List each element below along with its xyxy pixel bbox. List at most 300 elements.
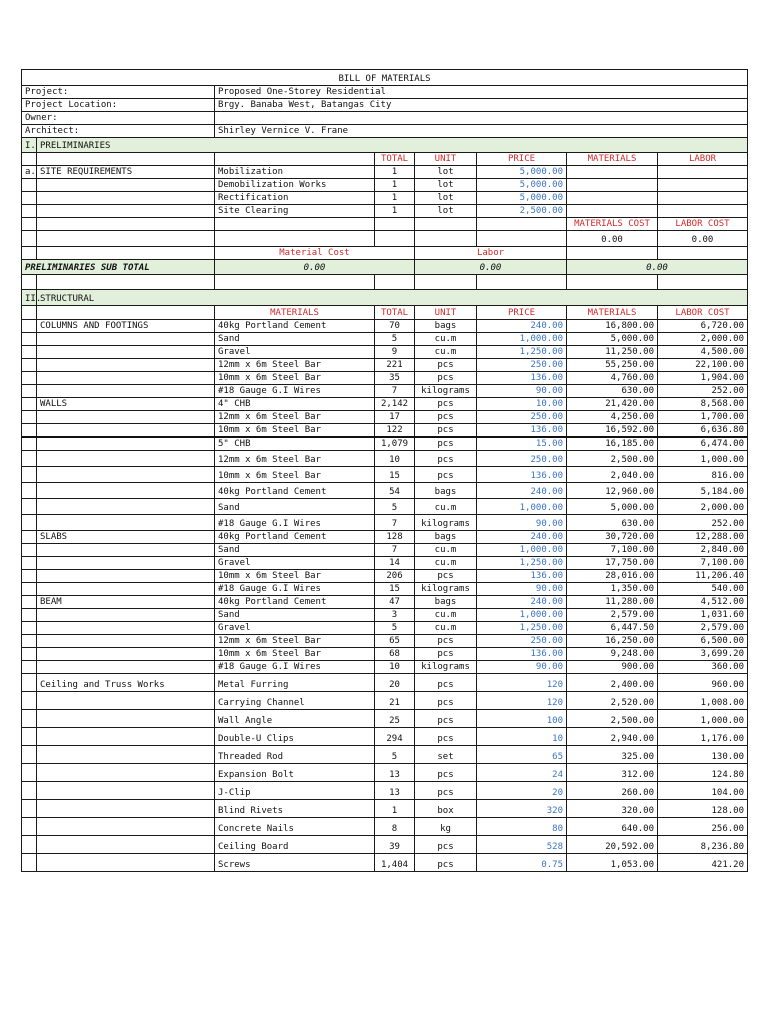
cell	[22, 275, 37, 290]
cell	[567, 247, 658, 260]
cell	[22, 596, 37, 609]
item-materials-cost: 7,100.00	[567, 544, 658, 557]
cell	[415, 231, 477, 247]
structural-item-row	[22, 583, 748, 596]
item-price: 120	[477, 692, 567, 710]
item-labor-cost: 6,500.00	[658, 635, 748, 648]
col-total-header: TOTAL	[375, 153, 415, 166]
item-price: 1,250.00	[477, 346, 567, 359]
bill-of-materials-sheet	[21, 69, 747, 872]
item-total: 17	[375, 411, 415, 424]
structural-item-row	[22, 483, 748, 499]
item-labor	[658, 166, 748, 179]
group-name	[37, 836, 215, 854]
labor-cost-label: LABOR COST	[658, 218, 748, 231]
section-number: II.	[22, 290, 37, 306]
item-price: 136.00	[477, 648, 567, 661]
item-unit: cu.m	[415, 544, 477, 557]
cell	[22, 359, 37, 372]
item-labor-cost: 4,512.00	[658, 596, 748, 609]
item-description: 5" CHB	[215, 437, 375, 451]
structural-item-row	[22, 674, 748, 692]
item-unit: pcs	[415, 836, 477, 854]
item-description: 4" CHB	[215, 398, 375, 411]
item-total: 128	[375, 531, 415, 544]
structural-item-row	[22, 411, 748, 424]
sub-letter	[22, 192, 37, 205]
item-materials-cost: 11,250.00	[567, 346, 658, 359]
group-name	[37, 499, 215, 515]
item-price: 120	[477, 674, 567, 692]
cell	[37, 275, 215, 290]
item-price: 90.00	[477, 583, 567, 596]
cell	[22, 306, 37, 320]
item-unit: cu.m	[415, 346, 477, 359]
header-label: Architect:	[22, 125, 215, 138]
item-description: 12mm x 6m Steel Bar	[215, 411, 375, 424]
item-unit: kilograms	[415, 661, 477, 674]
item-unit: bags	[415, 531, 477, 544]
item-price: 10	[477, 728, 567, 746]
item-total: 294	[375, 728, 415, 746]
item-unit: bags	[415, 483, 477, 499]
item-materials-cost: 640.00	[567, 818, 658, 836]
item-unit: bags	[415, 320, 477, 333]
section-number: I.	[22, 138, 37, 153]
item-materials-cost: 2,040.00	[567, 467, 658, 483]
materials-cost-value: 0.00	[567, 231, 658, 247]
item-materials-cost: 2,940.00	[567, 728, 658, 746]
cell	[22, 800, 37, 818]
item-unit: cu.m	[415, 333, 477, 346]
item-price: 2,500.00	[477, 205, 567, 218]
item-description: #18 Gauge G.I Wires	[215, 385, 375, 398]
title-row	[22, 70, 748, 86]
item-price: 1,000.00	[477, 499, 567, 515]
group-name	[37, 359, 215, 372]
item-labor-cost: 1,008.00	[658, 692, 748, 710]
item-description: Concrete Nails	[215, 818, 375, 836]
item-labor-cost: 12,288.00	[658, 531, 748, 544]
item-description: Rectification	[215, 192, 375, 205]
item-price: 250.00	[477, 359, 567, 372]
section-title: STRUCTURAL	[37, 290, 748, 306]
item-total: 221	[375, 359, 415, 372]
item-materials	[567, 166, 658, 179]
item-total: 15	[375, 583, 415, 596]
group-name	[37, 710, 215, 728]
preliminary-item-row	[22, 179, 748, 192]
item-unit: kilograms	[415, 583, 477, 596]
item-description: Sand	[215, 544, 375, 557]
cell	[22, 483, 37, 499]
cell	[658, 247, 748, 260]
item-labor-cost: 124.80	[658, 764, 748, 782]
item-materials-cost: 30,720.00	[567, 531, 658, 544]
preliminary-item-row	[22, 192, 748, 205]
item-description: 12mm x 6m Steel Bar	[215, 359, 375, 372]
structural-item-row	[22, 544, 748, 557]
item-materials	[567, 205, 658, 218]
item-total: 5	[375, 333, 415, 346]
cell	[22, 247, 37, 260]
group-name: Ceiling and Truss Works	[37, 674, 215, 692]
structural-item-row	[22, 836, 748, 854]
item-unit: pcs	[415, 359, 477, 372]
labor-label: Labor	[415, 247, 567, 260]
structural-item-row	[22, 692, 748, 710]
bom-table-body	[22, 70, 748, 872]
item-description: 10mm x 6m Steel Bar	[215, 648, 375, 661]
item-materials	[567, 192, 658, 205]
item-description: Blind Rivets	[215, 800, 375, 818]
sub-letter: a.	[22, 166, 37, 179]
item-labor-cost: 130.00	[658, 746, 748, 764]
cell	[22, 854, 37, 872]
cell	[22, 557, 37, 570]
item-description: 10mm x 6m Steel Bar	[215, 467, 375, 483]
cell	[22, 385, 37, 398]
item-unit: bags	[415, 596, 477, 609]
cell	[22, 648, 37, 661]
header-row	[22, 99, 748, 112]
document-title: BILL OF MATERIALS	[22, 70, 748, 86]
preliminary-item-row	[22, 205, 748, 218]
item-description: Ceiling Board	[215, 836, 375, 854]
sub-letter	[22, 179, 37, 192]
item-price: 90.00	[477, 661, 567, 674]
cell	[22, 320, 37, 333]
cell	[22, 710, 37, 728]
item-price: 10.00	[477, 398, 567, 411]
item-materials-cost: 21,420.00	[567, 398, 658, 411]
item-price: 250.00	[477, 451, 567, 467]
cell	[22, 153, 37, 166]
item-labor-cost: 4,500.00	[658, 346, 748, 359]
preliminaries-subtotal-row	[22, 260, 748, 275]
structural-item-row	[22, 596, 748, 609]
item-labor-cost: 22,100.00	[658, 359, 748, 372]
group-name	[37, 692, 215, 710]
item-unit: lot	[415, 166, 477, 179]
group-name	[37, 333, 215, 346]
cell	[22, 499, 37, 515]
item-materials-cost: 4,760.00	[567, 372, 658, 385]
group-name	[37, 451, 215, 467]
item-labor-cost: 1,031.60	[658, 609, 748, 622]
item-labor-cost: 960.00	[658, 674, 748, 692]
item-price: 240.00	[477, 531, 567, 544]
cell	[37, 247, 215, 260]
col-labor-cost-header: LABOR COST	[658, 306, 748, 320]
group-name	[37, 385, 215, 398]
item-total: 7	[375, 544, 415, 557]
cell	[22, 622, 37, 635]
material-cost-label: Material Cost	[215, 247, 415, 260]
item-total: 47	[375, 596, 415, 609]
item-total: 9	[375, 346, 415, 359]
item-unit: pcs	[415, 728, 477, 746]
item-total: 15	[375, 467, 415, 483]
item-labor-cost: 360.00	[658, 661, 748, 674]
structural-item-row	[22, 499, 748, 515]
item-total: 206	[375, 570, 415, 583]
item-labor-cost: 7,100.00	[658, 557, 748, 570]
cell	[22, 515, 37, 531]
item-total: 20	[375, 674, 415, 692]
item-labor-cost: 252.00	[658, 515, 748, 531]
item-description: 40kg Portland Cement	[215, 320, 375, 333]
item-unit: kilograms	[415, 515, 477, 531]
item-unit: cu.m	[415, 609, 477, 622]
group-name	[37, 818, 215, 836]
item-materials-cost: 16,250.00	[567, 635, 658, 648]
item-unit: pcs	[415, 635, 477, 648]
item-price: 1,000.00	[477, 544, 567, 557]
item-price: 80	[477, 818, 567, 836]
header-label: Project Location:	[22, 99, 215, 112]
column-header-row	[22, 153, 748, 166]
item-total: 14	[375, 557, 415, 570]
item-price: 1,000.00	[477, 609, 567, 622]
structural-item-row	[22, 398, 748, 411]
cell	[375, 231, 415, 247]
item-labor-cost: 816.00	[658, 467, 748, 483]
cell	[22, 531, 37, 544]
item-materials-cost: 20,592.00	[567, 836, 658, 854]
group-name	[37, 622, 215, 635]
item-unit: set	[415, 746, 477, 764]
item-unit: pcs	[415, 372, 477, 385]
item-labor-cost: 2,840.00	[658, 544, 748, 557]
item-unit: lot	[415, 179, 477, 192]
item-labor-cost: 1,000.00	[658, 451, 748, 467]
cell	[22, 424, 37, 438]
item-total: 5	[375, 746, 415, 764]
item-unit: lot	[415, 192, 477, 205]
structural-item-row	[22, 622, 748, 635]
item-unit: cu.m	[415, 557, 477, 570]
item-description: Sand	[215, 333, 375, 346]
item-labor-cost: 6,474.00	[658, 437, 748, 451]
item-labor-cost: 2,000.00	[658, 333, 748, 346]
column-header-row	[22, 306, 748, 320]
structural-item-row	[22, 320, 748, 333]
item-labor-cost: 8,568.00	[658, 398, 748, 411]
cell	[22, 746, 37, 764]
item-description: 12mm x 6m Steel Bar	[215, 635, 375, 648]
group-name	[37, 800, 215, 818]
item-price: 20	[477, 782, 567, 800]
sub-name: SITE REQUIREMENTS	[37, 166, 215, 179]
item-unit: pcs	[415, 570, 477, 583]
cell	[22, 583, 37, 596]
item-labor-cost: 252.00	[658, 385, 748, 398]
materials-cost-label: MATERIALS COST	[567, 218, 658, 231]
preliminaries-subtotal-label: PRELIMINARIES SUB TOTAL	[22, 260, 215, 275]
item-price: 15.00	[477, 437, 567, 451]
cell	[22, 437, 37, 451]
structural-item-row	[22, 451, 748, 467]
cell	[22, 674, 37, 692]
group-name: COLUMNS AND FOOTINGS	[37, 320, 215, 333]
item-price: 90.00	[477, 385, 567, 398]
item-labor-cost: 128.00	[658, 800, 748, 818]
item-price: 250.00	[477, 635, 567, 648]
subtotal-labor: 0.00	[415, 260, 567, 275]
item-total: 1	[375, 800, 415, 818]
group-name	[37, 483, 215, 499]
item-total: 1,079	[375, 437, 415, 451]
item-description: Carrying Channel	[215, 692, 375, 710]
item-materials-cost: 16,800.00	[567, 320, 658, 333]
item-unit: cu.m	[415, 622, 477, 635]
cell	[22, 818, 37, 836]
item-labor-cost: 421.20	[658, 854, 748, 872]
cell	[215, 153, 375, 166]
header-label: Owner:	[22, 112, 215, 125]
cell	[22, 635, 37, 648]
item-price: 136.00	[477, 570, 567, 583]
cell	[22, 782, 37, 800]
group-name	[37, 648, 215, 661]
header-label: Project:	[22, 86, 215, 99]
blank-row	[22, 275, 748, 290]
item-description: Gravel	[215, 346, 375, 359]
item-total: 3	[375, 609, 415, 622]
structural-item-row	[22, 764, 748, 782]
cell	[477, 218, 567, 231]
cell	[37, 218, 215, 231]
item-price: 240.00	[477, 320, 567, 333]
group-name: WALLS	[37, 398, 215, 411]
item-materials-cost: 16,185.00	[567, 437, 658, 451]
cell	[37, 231, 215, 247]
item-materials-cost: 2,500.00	[567, 710, 658, 728]
item-price: 1,250.00	[477, 622, 567, 635]
sub-name	[37, 205, 215, 218]
item-total: 65	[375, 635, 415, 648]
cell	[477, 275, 567, 290]
cell	[37, 306, 215, 320]
structural-item-row	[22, 800, 748, 818]
item-labor-cost: 8,236.80	[658, 836, 748, 854]
group-name	[37, 437, 215, 451]
col-materials-cost-header: MATERIALS	[567, 306, 658, 320]
item-materials-cost: 1,350.00	[567, 583, 658, 596]
cost-label-row	[22, 218, 748, 231]
cell	[22, 692, 37, 710]
item-unit: pcs	[415, 411, 477, 424]
item-total: 5	[375, 622, 415, 635]
item-price: 136.00	[477, 372, 567, 385]
structural-item-row	[22, 359, 748, 372]
item-materials-cost: 9,248.00	[567, 648, 658, 661]
group-name	[37, 609, 215, 622]
cell	[37, 153, 215, 166]
item-materials-cost: 2,500.00	[567, 451, 658, 467]
section-title: PRELIMINARIES	[37, 138, 748, 153]
item-labor-cost: 3,699.20	[658, 648, 748, 661]
group-name	[37, 424, 215, 438]
cell	[215, 275, 375, 290]
structural-item-row	[22, 746, 748, 764]
item-labor-cost: 6,636.80	[658, 424, 748, 438]
col-price-header: PRICE	[477, 153, 567, 166]
group-name	[37, 635, 215, 648]
item-description: 10mm x 6m Steel Bar	[215, 424, 375, 438]
structural-item-row	[22, 854, 748, 872]
structural-item-row	[22, 531, 748, 544]
group-name	[37, 544, 215, 557]
item-description: Expansion Bolt	[215, 764, 375, 782]
item-labor-cost: 1,176.00	[658, 728, 748, 746]
item-materials-cost: 900.00	[567, 661, 658, 674]
group-name	[37, 854, 215, 872]
item-labor	[658, 192, 748, 205]
item-materials-cost: 630.00	[567, 385, 658, 398]
structural-item-row	[22, 515, 748, 531]
item-price: 240.00	[477, 483, 567, 499]
item-description: Mobilization	[215, 166, 375, 179]
item-price: 136.00	[477, 424, 567, 438]
item-description: 10mm x 6m Steel Bar	[215, 372, 375, 385]
item-price: 100	[477, 710, 567, 728]
cell	[22, 570, 37, 583]
col-materials-header: MATERIALS	[215, 306, 375, 320]
group-name	[37, 570, 215, 583]
subtotal-label-row	[22, 247, 748, 260]
item-materials-cost: 630.00	[567, 515, 658, 531]
item-description: Demobilization Works	[215, 179, 375, 192]
cell	[22, 544, 37, 557]
item-total: 68	[375, 648, 415, 661]
item-materials-cost: 325.00	[567, 746, 658, 764]
item-description: Threaded Rod	[215, 746, 375, 764]
item-price: 240.00	[477, 596, 567, 609]
cell	[22, 728, 37, 746]
item-total: 1	[375, 179, 415, 192]
item-total: 2,142	[375, 398, 415, 411]
group-name: BEAM	[37, 596, 215, 609]
header-value: Brgy. Banaba West, Batangas City	[215, 99, 748, 112]
group-name	[37, 467, 215, 483]
group-name	[37, 764, 215, 782]
group-name	[37, 583, 215, 596]
item-total: 7	[375, 385, 415, 398]
item-unit: pcs	[415, 674, 477, 692]
cell	[22, 451, 37, 467]
item-description: 10mm x 6m Steel Bar	[215, 570, 375, 583]
item-price: 1,000.00	[477, 333, 567, 346]
item-unit: kilograms	[415, 385, 477, 398]
cell	[22, 372, 37, 385]
bom-table	[21, 69, 748, 872]
item-unit: pcs	[415, 854, 477, 872]
col-price-header: PRICE	[477, 306, 567, 320]
item-labor-cost: 11,206.40	[658, 570, 748, 583]
group-name	[37, 346, 215, 359]
item-materials-cost: 16,592.00	[567, 424, 658, 438]
item-price: 136.00	[477, 467, 567, 483]
cell	[215, 231, 375, 247]
structural-item-row	[22, 467, 748, 483]
item-labor-cost: 1,904.00	[658, 372, 748, 385]
item-total: 13	[375, 782, 415, 800]
item-labor-cost: 2,000.00	[658, 499, 748, 515]
item-unit: pcs	[415, 648, 477, 661]
item-description: 40kg Portland Cement	[215, 531, 375, 544]
